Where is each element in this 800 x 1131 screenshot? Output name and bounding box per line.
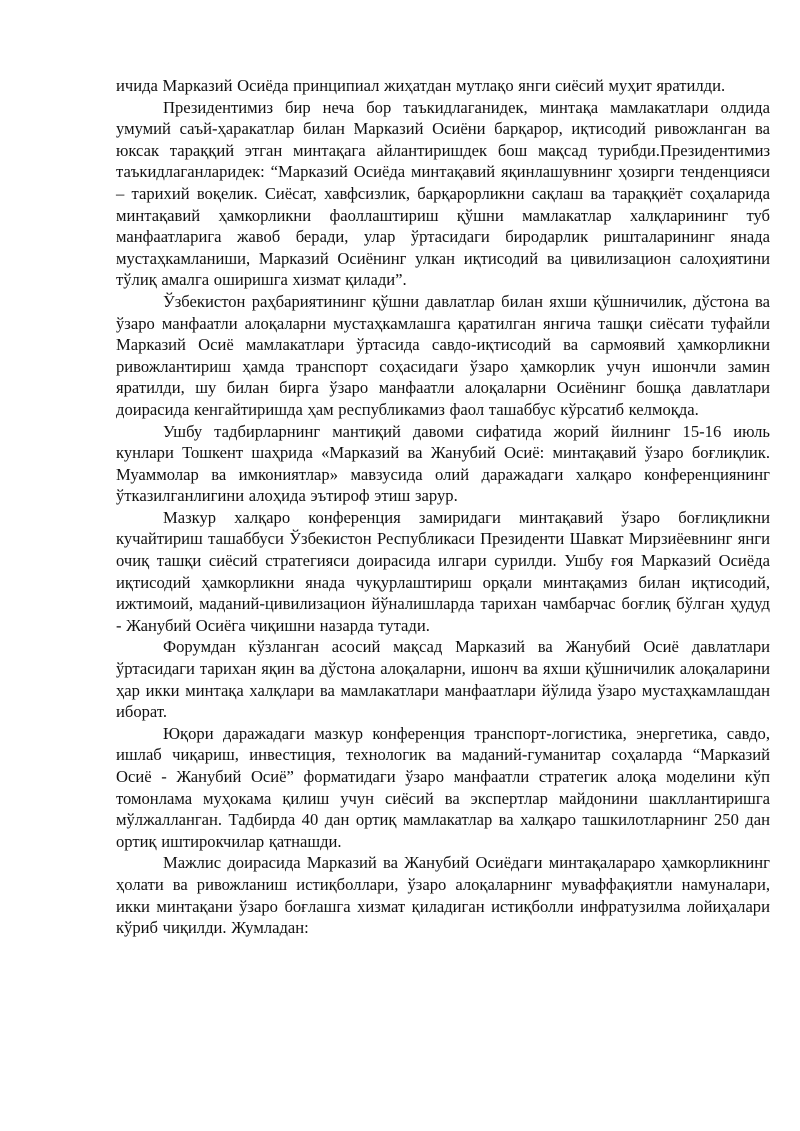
paragraph-5: Мазкур халқаро конференция замиридаги минтақавий ўзаро боғлиқликни кучайтириш ташаббуси Ўзбекистон Республикаси Президенти Шавкат Мирзиёевнинг янги очиқ ташқи сиёсий стратегияси доирасида илгари сурилди. Ушбу ғоя Марказий Осиёда иқтисодий ҳамкорликни янада чуқурлаштириш орқали минтақамиз билан иқтисодий, ижтимоий, маданий-цивилизацион йўналишларда тарихан чамбарчас боғлиқ бўлган ҳудуд - Жанубий Осиёга чиқишни назарда тутади. [116, 507, 770, 635]
paragraph-7: Юқори даражадаги мазкур конференция транспорт-логистика, энергетика, савдо, ишлаб чиқариш, инвестиция, технологик ва маданий-гуманитар соҳаларда “Марказий Осиё - Жанубий Осиё” форматидаги ўзаро манфаатли стратегик алоқа моделини кўп томонлама муҳокама қилиш учун сиёсий ва экспертлар майдонини шакллантиришга мўлжалланган. Тадбирда 40 дан ортиқ мамлакатлар ва халқаро ташкилотларнинг 250 дан ортиқ иштирокчилар қатнашди. [116, 723, 770, 851]
paragraph-3: Ўзбекистон раҳбариятининг қўшни давлатлар билан яхши қўшничилик, дўстона ва ўзаро манфаатли алоқаларни мустаҳкамлашга қаратилган янгича ташқи сиёсати туфайли Марказий Осиё мамлакатлари ўртасида савдо-иқтисодий ва сармоявий ҳамкорликни ривожлантириш ҳамда транспорт соҳасидаги ўзаро ҳамкорлик учун ишончли замин яратилди, шу билан бирга ўзаро манфаатли алоқаларни Осиёнинг бошқа давлатлари доирасида кенгайтиришда ҳам республикамиз фаол ташаббус кўрсатиб келмоқда. [116, 291, 770, 419]
paragraph-1: ичида Марказий Осиёда принципиал жиҳатдан мутлақо янги сиёсий муҳит яратилди. [116, 76, 726, 95]
paragraph-2: Президентимиз бир неча бор таъкидлаганидек, минтақа мамлакатлари олдида умумий саъй-ҳаракатлар билан Марказий Осиёни барқарор, иқтисодий ривожланган ва юксак тараққий этган минтақага айлантиришдек бош мақсад турибди.Президентимиз таъкидлаганларидек: “Марказий Осиёда минтақавий яқинлашувнинг ҳозирги тенденцияси – тарихий воқелик. Сиёсат, хавфсизлик, барқарорликни сақлаш ва тараққиёт соҳаларида минтақавий ҳамкорликни фаоллаштириш қўшни мамлакатлар халқларининг туб манфаатларига жавоб беради, улар ўртасидаги бирoдарлик ришталарининг янада мустаҳкамланиши, Марказий Осиёнинг улкан иқтисодий ва цивилизацион салоҳиятини тўлиқ амалга оширишга хизмат қилади”. [116, 97, 770, 290]
paragraph-8: Мажлис доирасида Марказий ва Жанубий Осиёдаги минтақалараро ҳамкорликнинг ҳолати ва ривожланиш истиқболлари, ўзаро алоқаларнинг муваффақиятли намуналари, икки минтақани ўзаро боғлашга хизмат қиладиган истиқболли инфратузилма лойиҳалари кўриб чиқилди. Жумладан: [116, 853, 770, 938]
document-body [116, 75, 770, 939]
paragraph-4: Ушбу тадбирларнинг мантиқий давоми сифатида жорий йилнинг 15-16 июль кунлари Тошкент шаҳрида «Марказий ва Жанубий Осиё: минтақавий ўзаро боғлиқлик. Муаммолар ва имкониятлар» мавзусида олий даражадаги халқаро конференциянинг ўтказилганлигини алоҳида эътироф этиш зарур. [116, 421, 770, 506]
paragraph-6: Форумдан кўзланган асосий мақсад Марказий ва Жанубий Осиё давлатлари ўртасидаги тарихан яқин ва дўстона алоқаларни, ишонч ва яхши қўшничилик алоқаларини ҳар икки минтақа халқлари ва мамлакатлари манфаатлари йўлида ўзаро мустаҳкамлашдан иборат. [116, 637, 770, 722]
